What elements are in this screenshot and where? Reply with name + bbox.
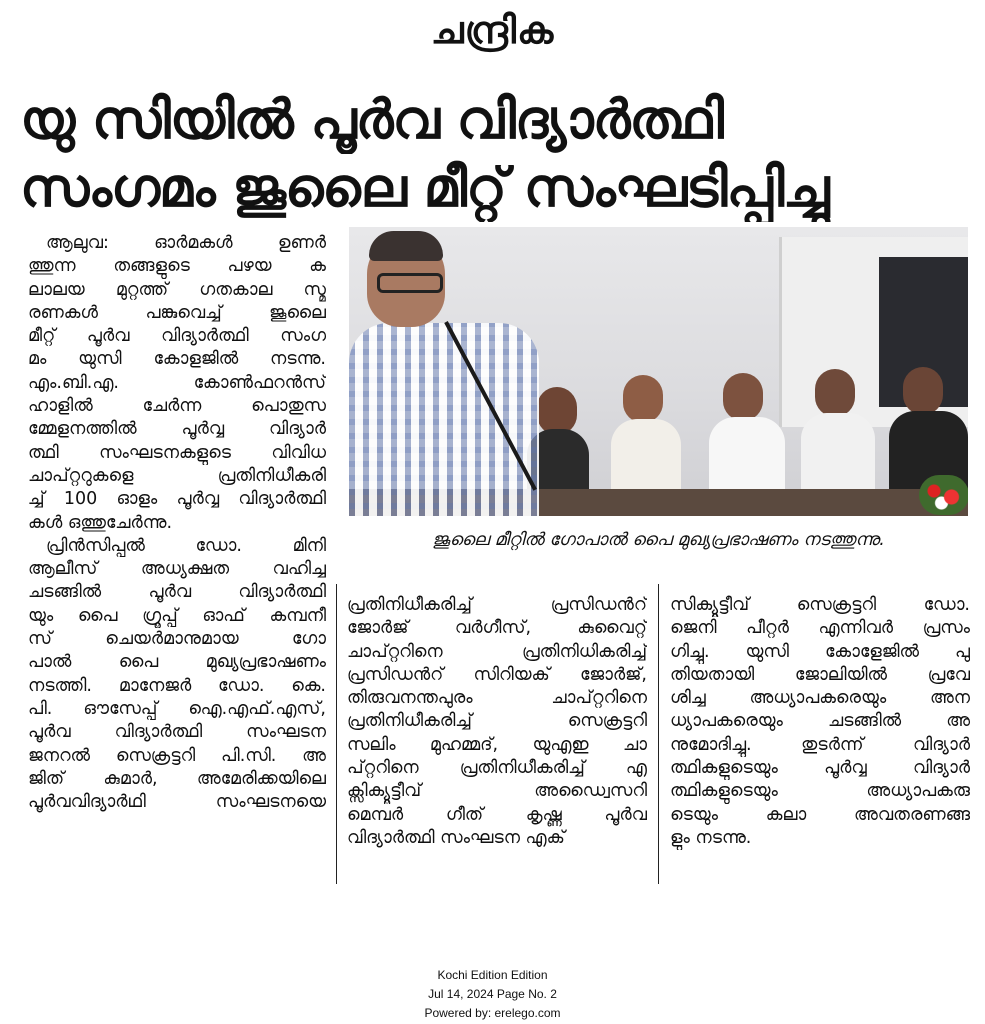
newspaper-masthead: ചന്ദ്രിക: [430, 8, 555, 52]
text-line: ഹാളിൽ ചേർന്ന പൊതുസ: [28, 396, 326, 417]
text-line: നടത്തി. മാനേജർ ഡോ. കെ.: [28, 675, 326, 696]
text-line: വിദ്യാർത്ഥി സംഘടന എക്: [347, 827, 565, 848]
news-photo: [349, 227, 968, 516]
text-line: തിരുവനന്തപുരം ചാപ്റ്ററിനെ: [347, 688, 647, 709]
article-column-3: [670, 594, 970, 850]
text-line: ധ്യാപകരെയും ചടങ്ങിൽ അ: [670, 711, 970, 732]
text-line: യും പൈ ഗ്രൂപ്പ് ഓഫ് കമ്പനീ: [28, 605, 326, 626]
text-line: ത്ഥികളുടെയും പൂർവ്വ വിദ്യാർ: [670, 758, 970, 779]
powered-by-link[interactable]: Powered by: erelego.com: [424, 1006, 561, 1020]
text-line: ച്ച് 100 ഓളം പൂർവ്വ വിദ്യാർത്ഥി: [28, 489, 326, 510]
text-line: ക്സിക്യൂട്ടീവ് അഡ്വൈസറി: [347, 781, 647, 802]
text-line: ലാലയ മുറ്റത്ത് ഗതകാല സ്മ: [28, 279, 326, 300]
column-divider: [336, 584, 337, 884]
headline-line-1: യു സിയിൽ പൂർവ വിദ്യാർത്ഥി: [20, 88, 723, 151]
text-line: ചാപ്റ്ററിനെ പ്രതിനിധികരിച്ച്: [347, 641, 647, 662]
text-line: ചടങ്ങിൽ പൂർവ വിദ്യാർത്ഥി: [28, 582, 326, 603]
speaker-shirt: [349, 323, 539, 516]
text-line: പി. ഔസേപ്പ് ഐ.എഫ്.എസ്,: [28, 698, 326, 719]
text-line: മെമ്പർ ഗീത് കൃഷ്ണ പൂർവ: [347, 804, 647, 825]
text-line: ആലീസ് അധ്യക്ഷത വഹിച്ച: [28, 559, 326, 580]
speaker-hair: [369, 231, 443, 261]
text-line: ത്തുന്ന തങ്ങളുടെ പഴയ ക: [28, 256, 326, 277]
text-line: പ്രസിഡൻറ് സിറിയക് ജോർജ്,: [347, 664, 647, 685]
text-line: ടെയും കലാ അവതരണങ്ങ: [670, 804, 970, 825]
text-line: പ്റ്ററിനെ പ്രതിനിധീകരിച്ച് എ: [347, 758, 647, 779]
text-line: പൂർവ വിദ്യാർത്ഥി സംഘടന: [28, 722, 326, 743]
paragraph-1: [28, 232, 326, 535]
text-line: ജോർജ് വർഗീസ്, കുവൈറ്റ്: [347, 618, 647, 639]
text-line: പൂർവവിദ്യാർഥി സംഘടനയെ: [28, 792, 326, 813]
text-line: മീറ്റ് പൂർവ വിദ്യാർത്ഥി സംഗ: [28, 326, 326, 347]
text-line: ശിച്ച അധ്യാപകരെയും അന: [670, 688, 970, 709]
text-line: ളും നടന്നു.: [670, 827, 752, 848]
text-line: ആലുവ: ഓർമകൾ ഉണർ: [46, 233, 326, 253]
text-line: ചാപ്റ്ററുകളെ പ്രതിനിധീകരി: [28, 465, 326, 486]
article-column-2: [347, 594, 647, 850]
text-line: സിക്യൂട്ടീവ് സെക്രട്ടറി ഡോ.: [670, 595, 970, 615]
text-line: ത്ഥികളുടെയും അധ്യാപകരു: [670, 781, 970, 802]
speaker-glasses: [377, 273, 443, 293]
text-line: പ്രതിനിധീകരിച്ച് സെക്രട്ടറി: [347, 711, 647, 732]
text-line: മം യുസി കോളജിൽ നടന്നു.: [28, 349, 326, 370]
text-line: തിയതായി ജോലിയിൽ പ്രവേ: [670, 664, 970, 685]
text-line: എം.ബി.എ. കോൺഫറൻസ്: [28, 372, 326, 393]
date-page-label: Jul 14, 2024 Page No. 2: [428, 987, 557, 1001]
page-footer: [0, 966, 985, 1023]
headline-line-2: സംഗമം ജൂലൈ മീറ്റ് സംഘടിപ്പിച്ചു: [20, 156, 829, 219]
text-line: പാൽ പൈ മുഖ്യപ്രഭാഷണം: [28, 652, 326, 673]
text-line: സലിം മുഹമ്മദ്, യുഎഇ ചാ: [347, 734, 647, 755]
column-divider: [658, 584, 659, 884]
text-line: രണകൾ പങ്കുവെച്ച് ജൂലൈ: [28, 302, 326, 323]
paragraph-2: [28, 535, 326, 815]
text-line: ജനറൽ സെക്രട്ടറി പി.സി. അ: [28, 745, 326, 766]
text-line: കൾ ഒത്തുചേർന്നു.: [28, 512, 173, 533]
text-line: ജെനി പീറ്റർ എന്നിവർ പ്രസം: [670, 618, 970, 639]
flower-bouquet: [919, 475, 968, 515]
article-column-1: [28, 232, 326, 814]
text-line: ഗിച്ചു. യുസി കോളേജിൽ പു: [670, 641, 970, 662]
text-line: പ്രിൻസിപ്പൽ ഡോ. മിനി: [46, 535, 326, 556]
text-line: സ് ചെയർമാനുമായ ഗോ: [28, 629, 326, 650]
article-headline: [20, 86, 970, 222]
text-line: മ്മേളനത്തിൽ പൂർവ്വ വിദ്യാർ: [28, 419, 326, 440]
edition-label: Kochi Edition Edition: [437, 968, 548, 982]
text-line: നുമോദിച്ചു. തുടർന്ന് വിദ്യാർ: [670, 734, 970, 755]
text-line: ത്ഥി സംഘടനകളുടെ വിവിധ: [28, 442, 326, 463]
text-line: ജിത് കുമാർ, അമേരിക്കയിലെ: [28, 768, 326, 789]
photo-caption: ജൂലൈ മീറ്റിൽ ഗോപാൽ പൈ മുഖ്യപ്രഭാഷണം നടത്തുന്നു.: [432, 530, 885, 550]
text-line: പ്രതിനിധീകരിച്ച് പ്രസിഡൻറ്: [347, 595, 647, 615]
